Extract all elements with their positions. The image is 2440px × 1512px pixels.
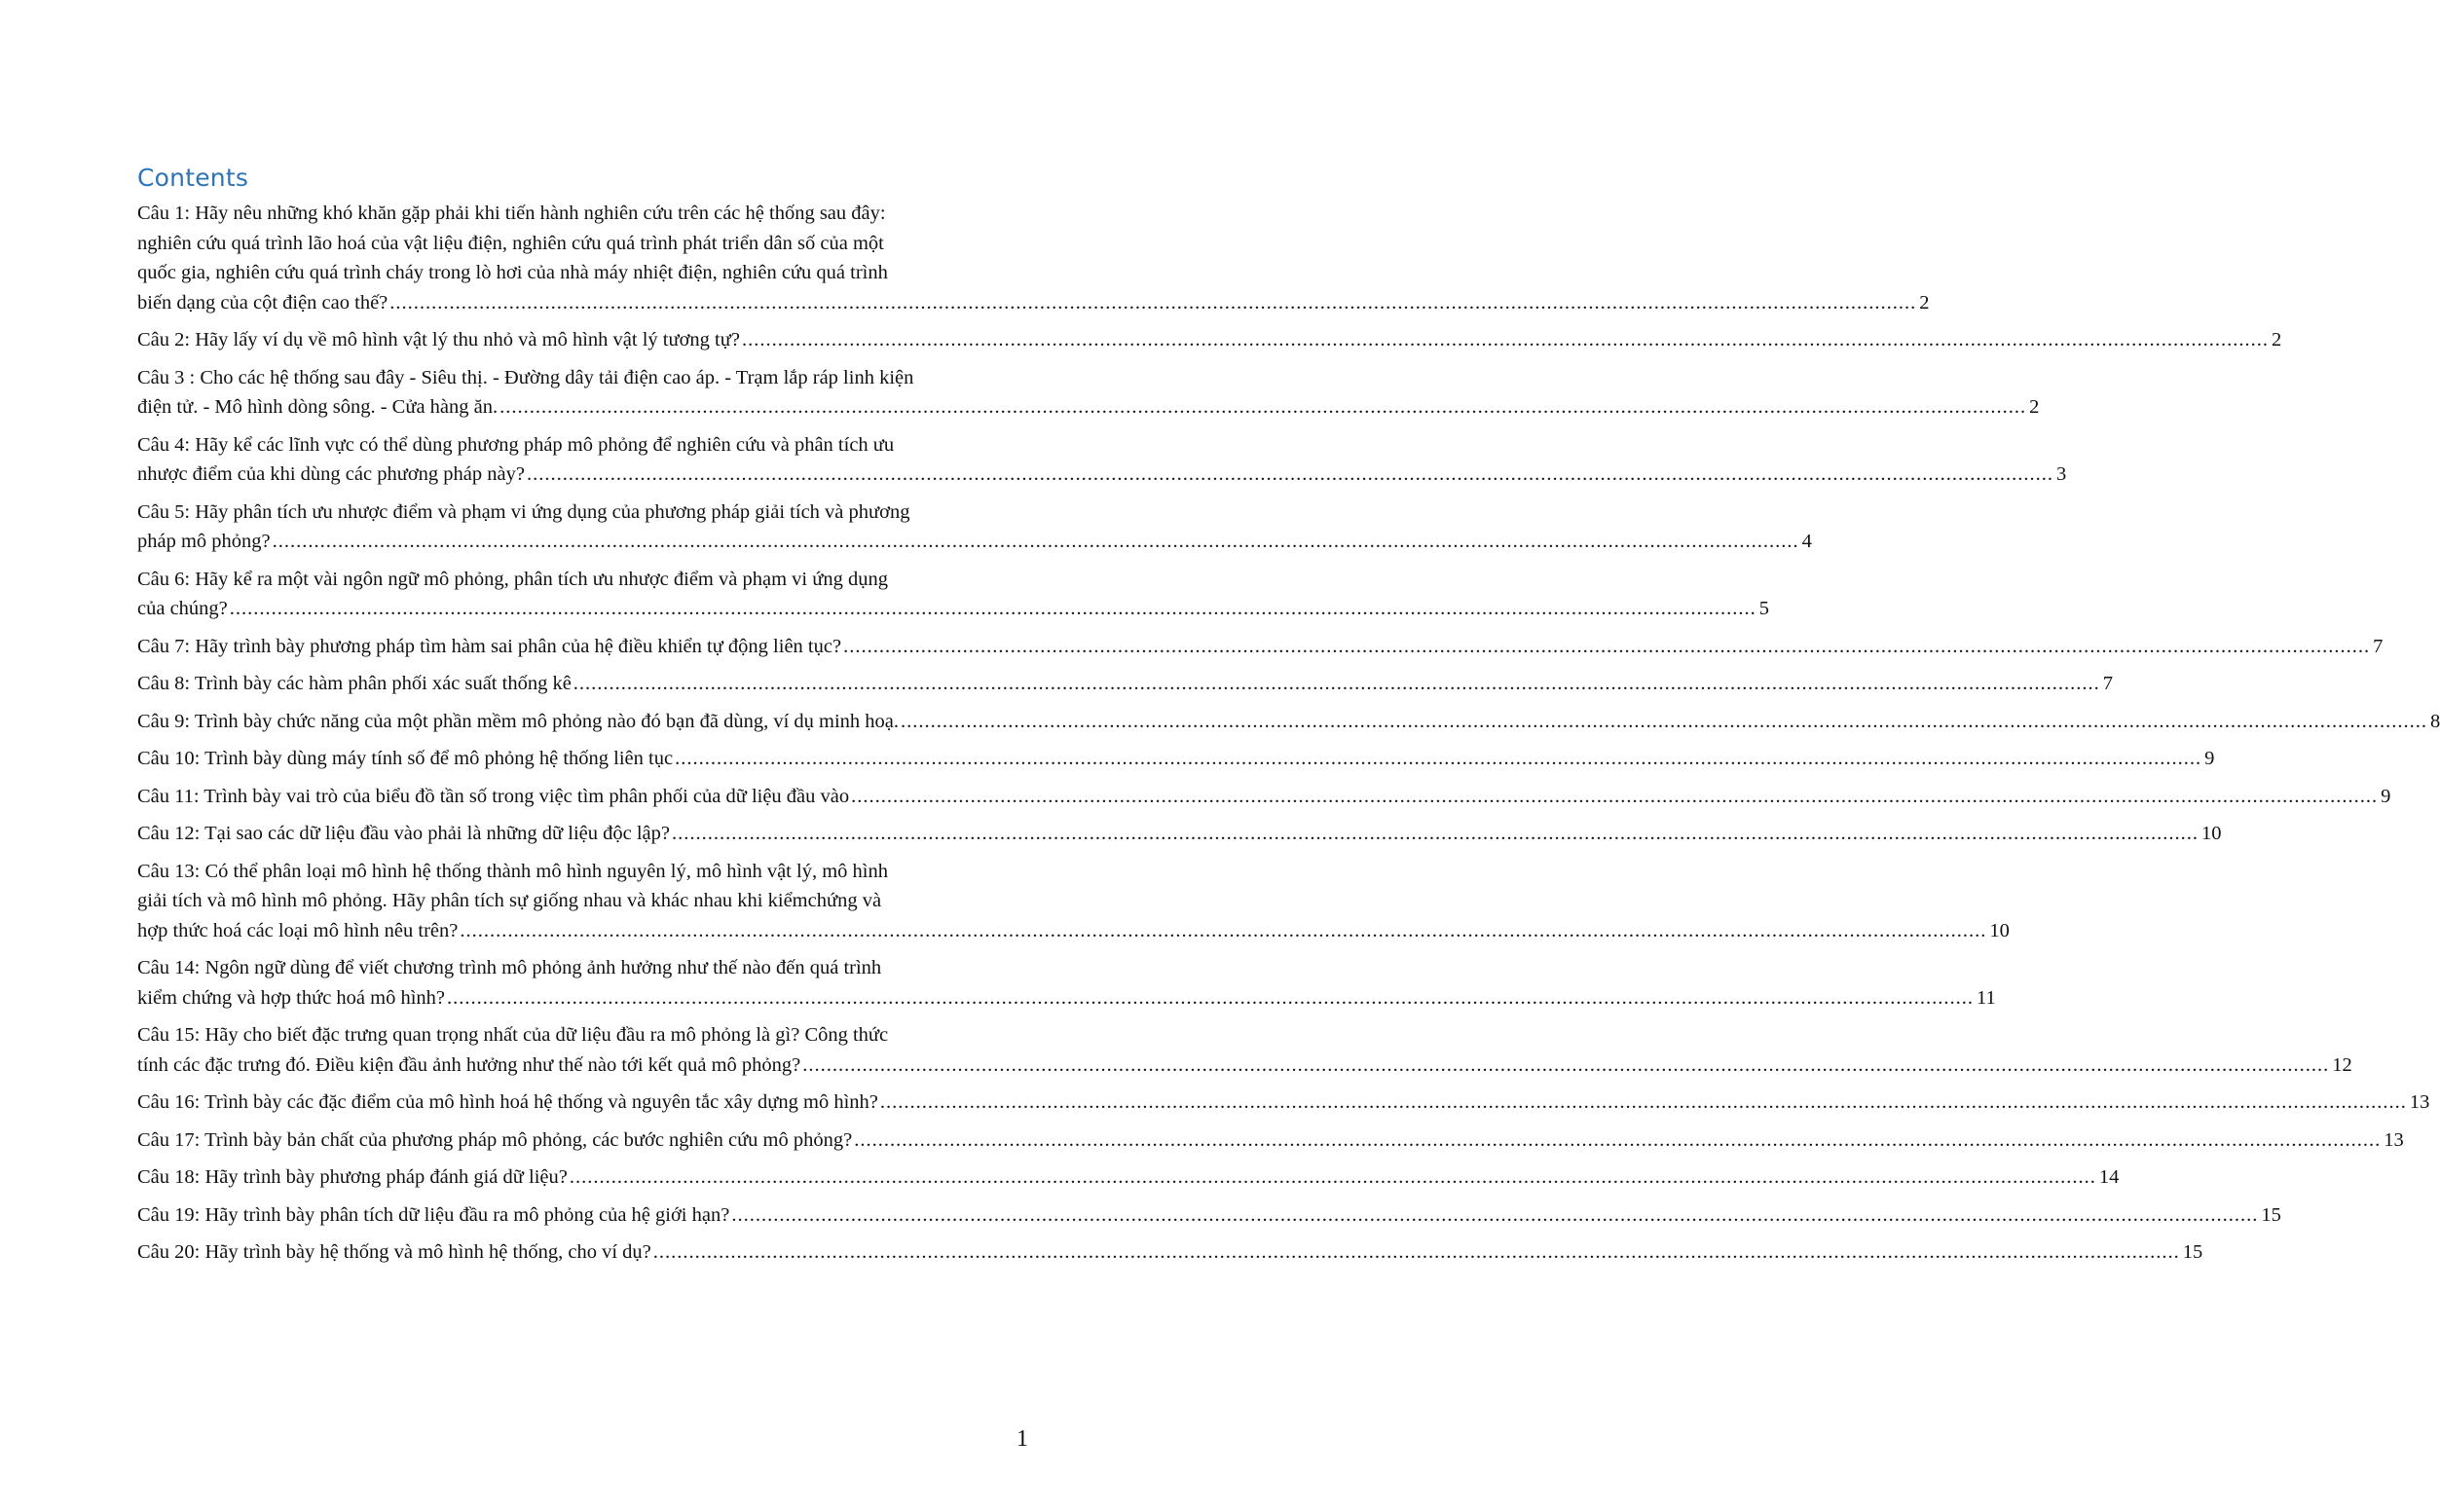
- toc-entry[interactable]: [137, 744, 2215, 774]
- toc-page-number: 10: [1989, 919, 2010, 941]
- toc-page-number: 15: [2261, 1203, 2281, 1226]
- toc-entry-title: Câu 2: Hãy lấy ví dụ về mô hình vật lý thu nhỏ và mô hình vật lý tương tự?: [137, 329, 740, 350]
- toc-entry-title: tính các đặc trưng đó. Điều kiện đầu ảnh hưởng như thế nào tới kết quả mô phỏng?: [137, 1053, 801, 1076]
- toc-entry-line: nghiên cứu quá trình lão hoá của vật liệu điện, nghiên cứu quá trình phát triển dân số của một: [137, 232, 884, 254]
- dot-leader: [675, 744, 2201, 774]
- toc-entry-title: Câu 10: Trình bày dùng máy tính số để mô phỏng hệ thống liên tục: [137, 748, 674, 769]
- toc-page-number: 9: [2204, 748, 2215, 769]
- toc-entry[interactable]: [137, 1200, 2281, 1231]
- dot-leader: [499, 392, 2026, 423]
- toc-entry[interactable]: [137, 857, 2010, 946]
- dot-leader: [731, 1200, 2258, 1231]
- toc-entry-title: của chúng?: [137, 598, 228, 619]
- toc-page-number: 2: [2271, 329, 2282, 350]
- toc-heading: Contents: [137, 164, 249, 192]
- toc-entry-last-line: [137, 288, 1930, 318]
- toc-entry[interactable]: [137, 819, 2222, 849]
- toc-entry-last-line: [137, 983, 1996, 1014]
- toc-list: [137, 199, 2440, 1275]
- dot-leader: [901, 707, 2427, 737]
- toc-entry-last-line: [137, 1237, 2203, 1268]
- toc-entry-line: Câu 5: Hãy phân tích ưu nhược điểm và phạm vi ứng dụng của phương pháp giải tích và phương: [137, 500, 910, 523]
- toc-entry-title: hợp thức hoá các loại mô hình nêu trên?: [137, 919, 459, 941]
- toc-entry-line: Câu 13: Có thể phân loại mô hình hệ thống thành mô hình nguyên lý, mô hình vật lý, mô hình: [137, 860, 888, 882]
- dot-leader: [653, 1237, 2180, 1268]
- toc-entry-title: Câu 19: Hãy trình bày phân tích dữ liệu đầu ra mô phỏng của hệ giới hạn?: [137, 1203, 730, 1226]
- toc-entry[interactable]: [137, 1162, 2120, 1193]
- toc-entry-line: Câu 14: Ngôn ngữ dùng để viết chương trình mô phỏng ảnh hưởng như thế nào đến quá trình: [137, 957, 882, 978]
- toc-page-number: 2: [1919, 291, 1930, 313]
- toc-entry-last-line: [137, 1200, 2281, 1231]
- dot-leader: [527, 460, 2053, 490]
- toc-entry-line: Câu 1: Hãy nêu những khó khăn gặp phải khi tiến hành nghiên cứu trên các hệ thống sau đây:: [137, 203, 886, 224]
- dot-leader: [573, 669, 2100, 699]
- dot-leader: [447, 983, 1974, 1014]
- toc-page-number: 3: [2055, 463, 2067, 485]
- toc-entry[interactable]: [137, 1125, 2404, 1156]
- toc-page-number: 10: [2201, 823, 2222, 844]
- dot-leader: [843, 632, 2370, 662]
- toc-page-number: 13: [2409, 1091, 2430, 1113]
- toc-entry[interactable]: [137, 707, 2440, 737]
- toc-page-number: 4: [1801, 531, 1812, 552]
- toc-entry-last-line: [137, 707, 2440, 737]
- toc-entry[interactable]: [137, 953, 1996, 1013]
- dot-leader: [389, 288, 1916, 318]
- toc-entry-last-line: [137, 744, 2215, 774]
- toc-page-number: 13: [2384, 1128, 2404, 1151]
- toc-entry-last-line: [137, 782, 2391, 812]
- toc-entry-line: quốc gia, nghiên cứu quá trình cháy trong lò hơi của nhà máy nhiệt điện, nghiên cứu quá trình: [137, 262, 888, 283]
- toc-entry[interactable]: [137, 498, 1812, 557]
- toc-entry-line: Câu 15: Hãy cho biết đặc trưng quan trọng nhất của dữ liệu đầu ra mô phỏng là gì? Công thức: [137, 1024, 889, 1046]
- toc-entry[interactable]: [137, 363, 2040, 423]
- toc-entry-last-line: [137, 819, 2222, 849]
- toc-entry-title: điện tử. - Mô hình dòng sông. - Cửa hàng ăn.: [137, 396, 499, 418]
- toc-entry[interactable]: [137, 669, 2114, 699]
- toc-entry[interactable]: [137, 430, 2067, 490]
- toc-page-number: 14: [2098, 1166, 2120, 1188]
- toc-entry[interactable]: [137, 1237, 2203, 1268]
- toc-entry[interactable]: [137, 565, 1770, 624]
- toc-page-number: 2: [2029, 396, 2040, 418]
- toc-entry-last-line: [137, 916, 2010, 946]
- dot-leader: [854, 1125, 2381, 1156]
- dot-leader: [851, 782, 2378, 812]
- dot-leader: [880, 1088, 2407, 1118]
- page-number: 1: [1017, 1426, 1028, 1452]
- toc-page-number: 5: [1758, 598, 1770, 619]
- toc-entry-title: Câu 16: Trình bày các đặc điểm của mô hình hoá hệ thống và nguyên tắc xây dựng mô hình?: [137, 1091, 878, 1113]
- toc-entry-last-line: [137, 669, 2114, 699]
- toc-entry-title: Câu 12: Tại sao các dữ liệu đầu vào phải là những dữ liệu độc lập?: [137, 823, 671, 844]
- toc-entry-title: pháp mô phỏng?: [137, 531, 271, 552]
- toc-entry-line: giải tích và mô hình mô phỏng. Hãy phân tích sự giống nhau và khác nhau khi kiểmchứng và: [137, 890, 882, 911]
- toc-entry[interactable]: [137, 782, 2391, 812]
- toc-entry-title: kiểm chứng và hợp thức hoá mô hình?: [137, 986, 446, 1009]
- toc-entry-title: Câu 18: Hãy trình bày phương pháp đánh giá dữ liệu?: [137, 1166, 568, 1188]
- toc-page-number: 8: [2430, 710, 2440, 732]
- toc-entry-title: nhược điểm của khi dùng các phương pháp này?: [137, 463, 525, 485]
- toc-entry[interactable]: [137, 199, 1930, 317]
- toc-entry-last-line: [137, 1051, 2352, 1081]
- toc-entry[interactable]: [137, 1088, 2430, 1118]
- dot-leader: [273, 527, 1799, 557]
- toc-entry-title: Câu 11: Trình bày vai trò của biểu đồ tần số trong việc tìm phân phối của dữ liệu đầu vào: [137, 785, 850, 807]
- toc-entry-last-line: [137, 632, 2384, 662]
- dot-leader: [742, 325, 2269, 355]
- toc-page-number: 9: [2381, 785, 2391, 807]
- toc-entry-last-line: [137, 392, 2040, 423]
- toc-entry-title: Câu 9: Trình bày chức năng của một phần mềm mô phỏng nào đó bạn đã dùng, ví dụ minh hoạ.: [137, 710, 900, 732]
- toc-entry-line: Câu 6: Hãy kể ra một vài ngôn ngữ mô phỏng, phân tích ưu nhược điểm và phạm vi ứng dụng: [137, 568, 888, 590]
- dot-leader: [570, 1162, 2096, 1193]
- toc-entry[interactable]: [137, 1020, 2352, 1080]
- dot-leader: [672, 819, 2199, 849]
- dot-leader: [802, 1051, 2329, 1081]
- toc-page-number: 7: [2102, 673, 2114, 694]
- toc-entry-title: biến dạng của cột điện cao thế?: [137, 291, 388, 313]
- toc-entry-title: Câu 8: Trình bày các hàm phân phối xác suất thống kê: [137, 673, 572, 694]
- toc-entry-last-line: [137, 325, 2282, 355]
- toc-entry-last-line: [137, 460, 2067, 490]
- toc-entry-last-line: [137, 527, 1812, 557]
- toc-page-number: 12: [2332, 1053, 2352, 1076]
- toc-page-number: 11: [1977, 986, 1996, 1009]
- toc-entry-title: Câu 7: Hãy trình bày phương pháp tìm hàm sai phân của hệ điều khiển tự động liên tục?: [137, 635, 842, 657]
- toc-page-number: 15: [2182, 1241, 2203, 1263]
- toc-page-number: 7: [2373, 635, 2384, 657]
- toc-entry-last-line: [137, 594, 1770, 624]
- toc-entry-last-line: [137, 1088, 2430, 1118]
- toc-entry-line: Câu 3 : Cho các hệ thống sau đây - Siêu thị. - Đường dây tải điện cao áp. - Trạm lắp ráp linh kiện: [137, 366, 914, 388]
- toc-entry-line: Câu 4: Hãy kể các lĩnh vực có thể dùng phương pháp mô phỏng để nghiên cứu và phân tích ưu: [137, 433, 895, 456]
- toc-entry[interactable]: [137, 632, 2384, 662]
- toc-entry[interactable]: [137, 325, 2282, 355]
- toc-entry-title: Câu 17: Trình bày bản chất của phương pháp mô phỏng, các bước nghiên cứu mô phỏng?: [137, 1128, 853, 1151]
- dot-leader: [460, 916, 1986, 946]
- toc-entry-last-line: [137, 1162, 2120, 1193]
- toc-entry-title: Câu 20: Hãy trình bày hệ thống và mô hình hệ thống, cho ví dụ?: [137, 1241, 651, 1263]
- toc-entry-last-line: [137, 1125, 2404, 1156]
- dot-leader: [230, 594, 1756, 624]
